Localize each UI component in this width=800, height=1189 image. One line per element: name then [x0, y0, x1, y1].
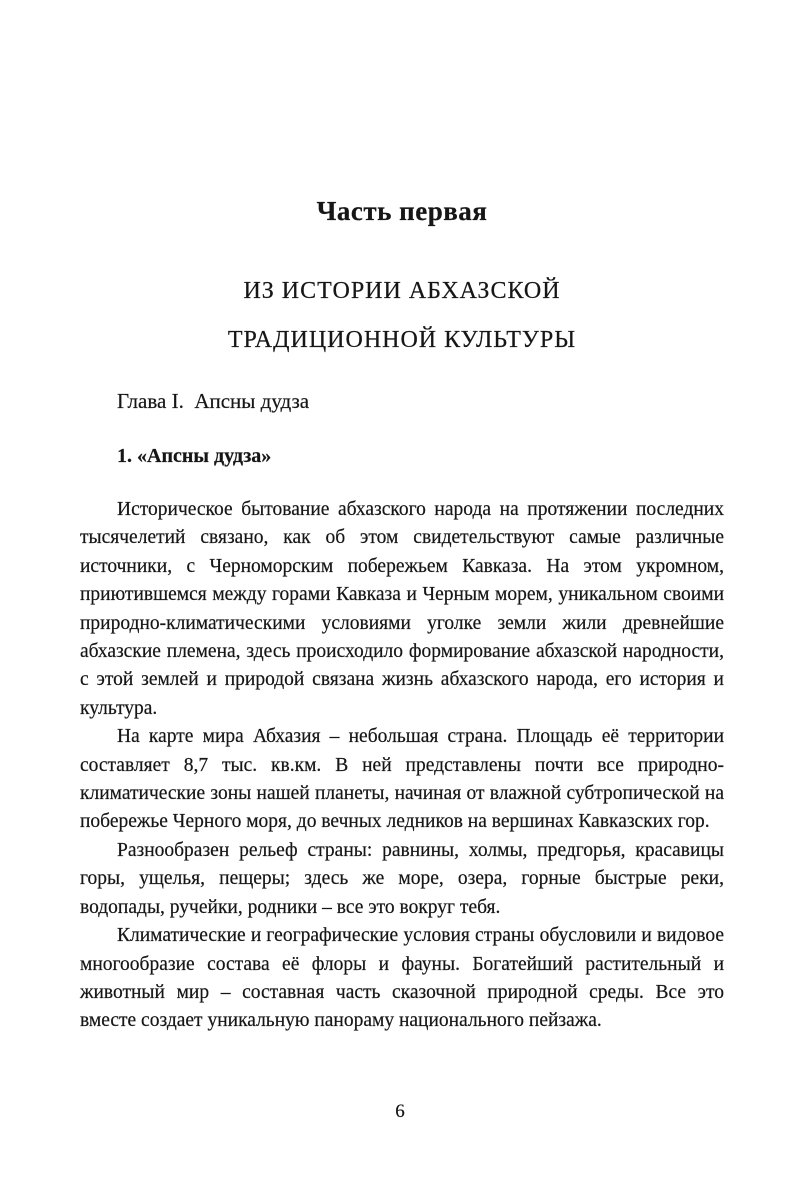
- part-title: Часть первая: [316, 196, 488, 226]
- chapter-heading: Глава I. Апсны дудза: [117, 389, 310, 413]
- section-main-title-line-2: ТРАДИЦИОННОЙ КУЛЬТУРЫ: [227, 327, 577, 353]
- paragraph-4: Климатические и географические условия страны обусловили и видовое многообразие состава её флоры и фауны. Богатейший растительный и животный мир – составная часть сказочной природной среды. Все это вместе создает уникальную панораму национального пейзажа.: [80, 925, 724, 1032]
- subsection-heading: 1. «Апсны дудза»: [117, 445, 272, 467]
- section-main-title: [80, 267, 724, 365]
- paragraph-2: На карте мира Абхазия – небольшая страна. Площадь её территории составляет 8,7 тыс. кв.км. В ней представлены почти все природно-климатические зоны нашей планеты, начиная от влажной субтропической на побережье Черного моря, до вечных ледников на вершинах Кавказских гор.: [80, 726, 724, 833]
- page-number: 6: [395, 1101, 405, 1122]
- paragraph-1: Историческое бытование абхазского народа на протяжении последних тысячелетий связано, как об этом свидетельствуют самые различные источники, с Черноморским побережьем Кавказа. На этом укромном, приютившемся между горами Кавказа и Черным морем, уникальном своими природно-климатическими условиями уголке земли жили древнейшие абхазские племена, здесь происходило формирование абхазской народности, с этой землей и природой связана жизнь абхазского народа, его история и культура.: [80, 499, 724, 719]
- section-main-title-line-1: ИЗ ИСТОРИИ АБХАЗСКОЙ: [243, 278, 561, 304]
- paragraph-3: Разнообразен рельеф страны: равнины, холмы, предгорья, красавицы горы, ущелья, пещеры; здесь же море, озера, горные быстрые реки, водопады, ручейки, родники – все это вокруг тебя.: [80, 839, 724, 918]
